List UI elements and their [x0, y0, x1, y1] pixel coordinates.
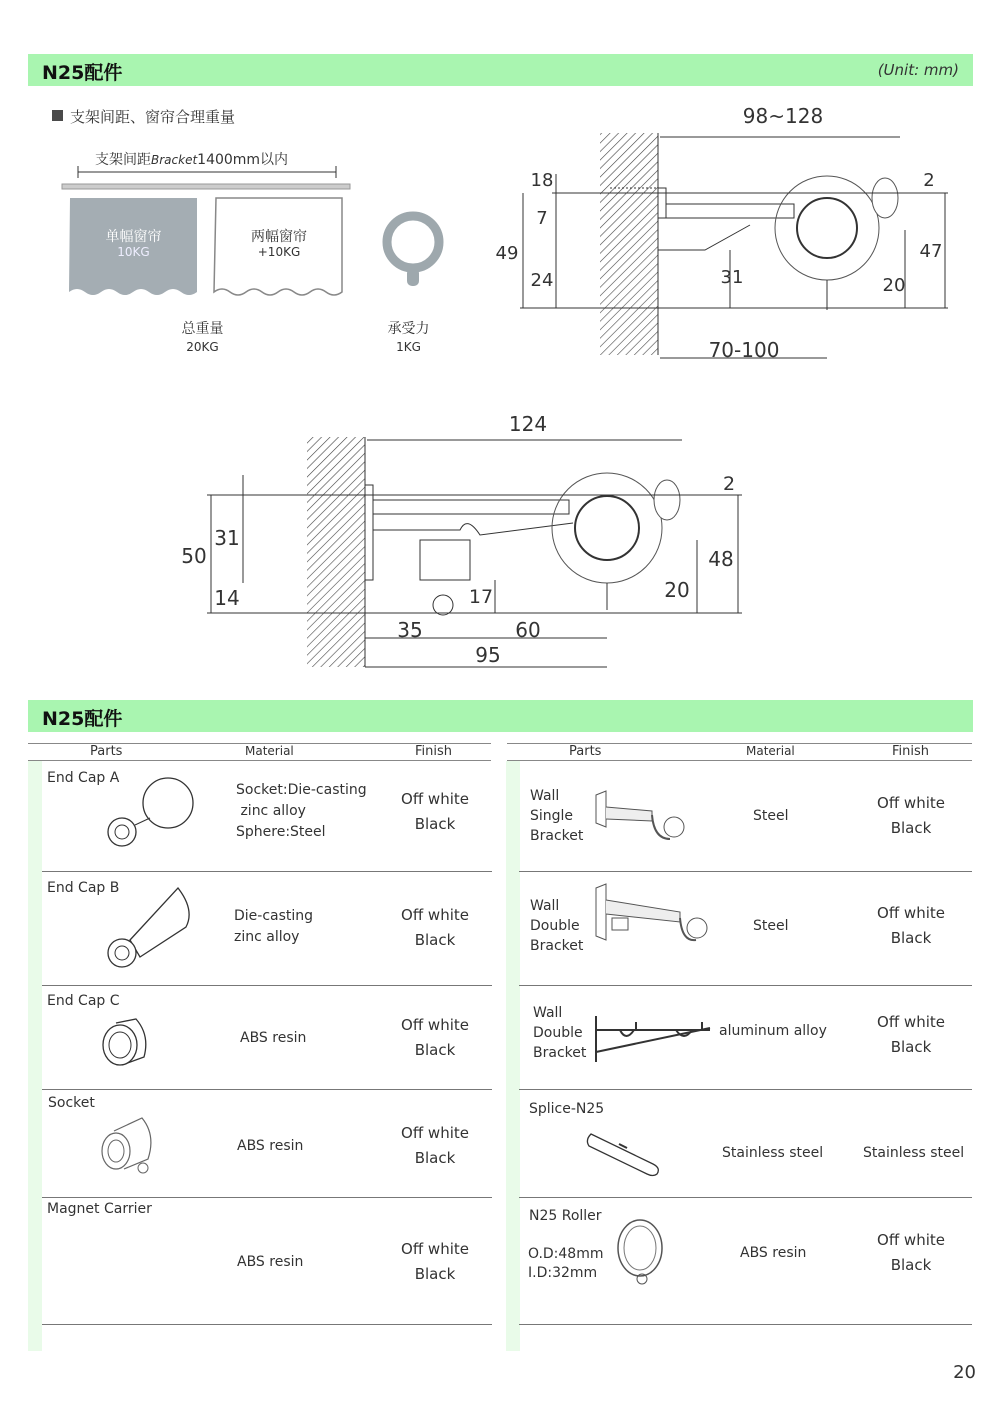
right-header-finish: Finish: [892, 744, 930, 759]
dim-7: 7: [536, 208, 548, 229]
material-line: Socket:Die-casting: [236, 782, 367, 798]
part-name: [533, 1003, 586, 1063]
finish-line: Black: [414, 1149, 456, 1167]
part-name: N25 Roller: [529, 1208, 602, 1224]
part-material: [236, 780, 367, 843]
part-finish: [861, 791, 961, 841]
roller-ring-icon: [612, 1215, 672, 1290]
unit-label: (Unit: mm): [877, 61, 959, 79]
part-finish: [861, 901, 961, 951]
dim-49: 49: [495, 243, 519, 264]
material-line: zinc alloy: [234, 929, 300, 945]
row-divider: [42, 1197, 492, 1198]
dim-31b: 31: [214, 526, 240, 550]
dim-95: 95: [475, 643, 501, 667]
part-material: [240, 1028, 306, 1049]
part-name: Splice-N25: [529, 1101, 605, 1117]
finish-line: Black: [414, 815, 456, 833]
dim-98-128: 98~128: [742, 104, 824, 128]
dim-47: 47: [919, 241, 943, 262]
material-line: ABS resin: [237, 1254, 304, 1270]
part-name: Magnet Carrier: [47, 1201, 152, 1217]
part-material: [237, 1252, 303, 1273]
single-curtain-weight: 10KG: [117, 245, 150, 259]
part-name: Socket: [48, 1095, 95, 1111]
left-header-finish: Finish: [415, 744, 453, 759]
ring-icon: [378, 208, 448, 290]
dim-18: 18: [530, 170, 554, 191]
material-line: ABS resin: [240, 1030, 307, 1046]
row-divider: [42, 1324, 492, 1325]
dim-124: 124: [508, 412, 548, 436]
finish-line: Black: [890, 929, 932, 947]
double-curtain-weight: +10KG: [257, 245, 301, 259]
row-divider: [519, 871, 972, 872]
finish-line: Black: [890, 1038, 932, 1056]
dim-14: 14: [214, 586, 240, 610]
part-name: End Cap A: [47, 770, 120, 786]
dim-2: 2: [923, 170, 935, 191]
part-name: End Cap C: [47, 993, 120, 1009]
row-divider: [42, 985, 492, 986]
spacing-bracket-text: Bracket: [151, 153, 198, 167]
double-bracket-diagram: [175, 405, 755, 685]
dim-24: 24: [530, 270, 554, 291]
part-finish: Stainless steel: [863, 1145, 965, 1161]
page-number: 20: [953, 1362, 976, 1383]
total-weight-label: 总重量: [181, 321, 224, 337]
dim-20: 20: [882, 275, 906, 296]
row-divider: [519, 985, 972, 986]
bearing-value: 1KG: [396, 340, 421, 354]
left-table-header: [28, 743, 491, 761]
dim-48: 48: [708, 547, 734, 571]
name-line: Wall: [530, 898, 560, 914]
name-line: Single: [530, 808, 574, 824]
socket-icon: [98, 1113, 168, 1181]
single-bracket-diagram: [490, 100, 960, 380]
aluminum-double-bracket-icon: [590, 1012, 720, 1067]
finish-line: Off white: [401, 1124, 469, 1142]
part-finish: [385, 787, 485, 837]
name-line: Bracket: [530, 938, 584, 954]
finish-line: Off white: [877, 1231, 945, 1249]
material-line: Die-casting: [234, 908, 314, 924]
left-header-parts: Parts: [90, 744, 123, 759]
finish-line: Black: [414, 1265, 456, 1283]
part-material: ABS resin: [740, 1245, 807, 1261]
total-weight-value: 20KG: [186, 340, 219, 354]
left-green-strip: [28, 761, 42, 1351]
section-title: N25配件: [42, 62, 123, 84]
end-cap-b-icon: [100, 885, 200, 975]
part-material: Stainless steel: [722, 1145, 824, 1161]
end-cap-a-icon: [100, 770, 200, 855]
name-line: Wall: [530, 788, 560, 804]
section2-title: N25配件: [42, 708, 123, 730]
row-divider: [519, 1197, 972, 1198]
spec-line: I.D:32mm: [528, 1265, 598, 1281]
name-line: Double: [530, 918, 580, 934]
finish-line: Off white: [401, 906, 469, 924]
dim-50: 50: [181, 544, 207, 568]
right-green-strip: [506, 761, 520, 1351]
finish-line: Off white: [877, 1013, 945, 1031]
part-finish: [861, 1228, 961, 1278]
part-finish: [385, 1237, 485, 1287]
double-curtain-label: 两幅窗帘: [251, 229, 307, 245]
name-line: Bracket: [533, 1045, 587, 1061]
material-line: zinc alloy: [236, 803, 306, 819]
spacing-value-text: 1400mm以内: [197, 152, 289, 168]
part-material: [234, 906, 313, 948]
finish-line: Black: [890, 819, 932, 837]
right-table-header: [507, 743, 972, 761]
right-header-parts: Parts: [569, 744, 602, 759]
finish-line: Off white: [877, 794, 945, 812]
finish-line: Black: [414, 931, 456, 949]
spacing-label-text: 支架间距: [95, 152, 151, 168]
material-line: Sphere:Steel: [236, 824, 326, 840]
finish-line: Black: [890, 1256, 932, 1274]
finish-line: Off white: [401, 790, 469, 808]
row-divider: [519, 1324, 972, 1325]
dim-20b: 20: [664, 578, 690, 602]
finish-line: Off white: [877, 904, 945, 922]
bearing-label: 承受力: [387, 321, 430, 337]
part-name: [530, 786, 583, 846]
part-finish: [385, 1013, 485, 1063]
name-line: Double: [533, 1025, 583, 1041]
part-material: aluminum alloy: [719, 1023, 827, 1039]
part-material: Steel: [753, 918, 789, 934]
part-finish: [385, 903, 485, 953]
dim-35: 35: [397, 618, 423, 642]
part-name: End Cap B: [47, 880, 120, 896]
row-divider: [519, 1089, 972, 1090]
finish-line: Off white: [401, 1016, 469, 1034]
material-line: ABS resin: [237, 1138, 304, 1154]
left-header-material: Material: [245, 744, 294, 758]
end-cap-c-icon: [98, 1015, 158, 1070]
dim-31: 31: [720, 267, 744, 288]
bullet-square-icon: [52, 110, 63, 121]
dim-70-100: 70-100: [708, 338, 780, 362]
row-divider: [42, 871, 492, 872]
roller-specs: [528, 1245, 604, 1283]
section-header-bar: [28, 54, 973, 86]
dim-60: 60: [515, 618, 541, 642]
spec-line: O.D:48mm: [528, 1246, 604, 1262]
section2-header-bar: [28, 700, 973, 732]
part-finish: [385, 1121, 485, 1171]
splice-icon: [585, 1122, 670, 1177]
dim-17: 17: [468, 586, 494, 608]
part-name: [530, 896, 583, 956]
part-material: [237, 1136, 303, 1157]
finish-line: Black: [414, 1041, 456, 1059]
row-divider: [42, 1089, 492, 1090]
part-finish: [861, 1010, 961, 1060]
weight-heading: 支架间距、窗帘合理重量: [70, 108, 236, 126]
name-line: Bracket: [530, 828, 584, 844]
wall-double-bracket-icon: [592, 880, 712, 955]
part-material: Steel: [753, 808, 789, 824]
name-line: Wall: [533, 1005, 563, 1021]
finish-line: Off white: [401, 1240, 469, 1258]
right-header-material: Material: [746, 744, 795, 758]
dim-2b: 2: [722, 473, 736, 495]
single-curtain-label: 单幅窗帘: [105, 229, 162, 245]
wall-single-bracket-icon: [592, 787, 692, 847]
